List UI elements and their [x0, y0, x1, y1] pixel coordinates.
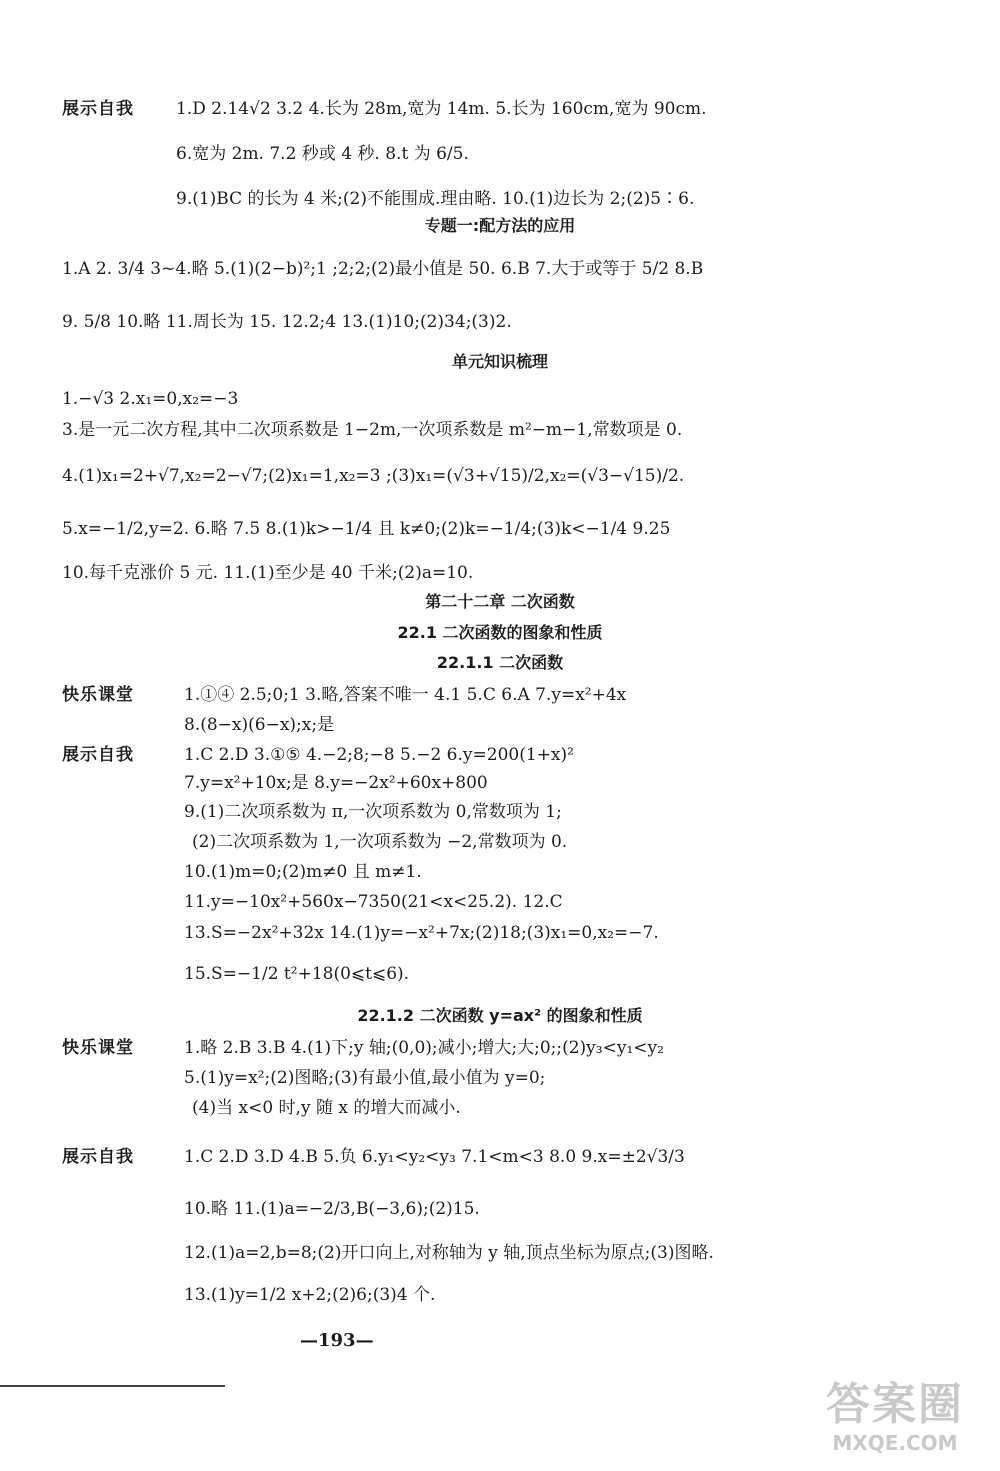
answer-line: 9.(1)BC 的长为 4 米;(2)不能围成.理由略. 10.(1)边长为 2;(2)5∶6.	[176, 189, 695, 209]
section-title: 单元知识梳理	[451, 352, 548, 371]
subsection-title: 22.1.1 二次函数	[436, 653, 564, 672]
answer-line: 10.每千克涨价 5 元. 11.(1)至少是 40 千米;(2)a=10.	[62, 563, 474, 583]
page-number: —193—	[300, 1330, 374, 1351]
answer-line: 1.C 2.D 3.D 4.B 5.负 6.y₁<y₂<y₃ 7.1<m<3 8.0 9.x=±2√3/3	[184, 1147, 685, 1167]
answer-line: 1.D 2.14√2 3.2 4.长为 28m,宽为 14m. 5.长为 160cm,宽为 90cm.	[176, 99, 707, 119]
answer-line: 9.(1)二次项系数为 π,一次项系数为 0,常数项为 1;	[184, 802, 562, 822]
answer-line: 5.(1)y=x²;(2)图略;(3)有最小值,最小值为 y=0;	[184, 1068, 546, 1088]
answer-line: 5.x=−1/2,y=2. 6.略 7.5 8.(1)k>−1/4 且 k≠0;(2)k=−1/4;(3)k<−1/4 9.25	[62, 519, 671, 539]
answer-line: 15.S=−1/2 t²+18(0⩽t⩽6).	[184, 964, 410, 984]
answer-line: 1.略 2.B 3.B 4.(1)下;y 轴;(0,0);减小;增大;大;0;;(2)y₃<y₁<y₂	[184, 1038, 664, 1058]
answer-line: (2)二次项系数为 1,一次项系数为 −2,常数项为 0.	[192, 832, 568, 852]
answer-line: 12.(1)a=2,b=8;(2)开口向上,对称轴为 y 轴,顶点坐标为原点;(3)图略.	[184, 1243, 714, 1263]
answer-line: 10.略 11.(1)a=−2/3,B(−3,6);(2)15.	[184, 1199, 480, 1219]
watermark-url: MXQE.COM	[832, 1431, 958, 1455]
answer-line: (4)当 x<0 时,y 随 x 的增大而减小.	[192, 1098, 461, 1118]
answer-line: 1.①④ 2.5;0;1 3.略,答案不唯一 4.1 5.C 6.A 7.y=x²+4x	[184, 685, 627, 705]
answer-line: 13.S=−2x²+32x 14.(1)y=−x²+7x;(2)18;(3)x₁=0,x₂=−7.	[184, 923, 659, 943]
watermark-logo	[800, 1380, 990, 1465]
subsection-title: 22.1.2 二次函数 y=ax² 的图象和性质	[357, 1006, 643, 1025]
answer-line: 10.(1)m=0;(2)m≠0 且 m≠1.	[184, 862, 422, 882]
section-label-happy-class: 快乐课堂	[62, 685, 134, 705]
answer-line: 7.y=x²+10x;是 8.y=−2x²+60x+800	[184, 773, 488, 793]
answer-line: 6.宽为 2m. 7.2 秒或 4 秒. 8.t 为 6/5.	[176, 144, 469, 164]
answer-line: 3.是一元二次方程,其中二次项系数是 1−2m,一次项系数是 m²−m−1,常数项是 0.	[62, 420, 683, 440]
watermark-text: 答案圈	[826, 1379, 964, 1430]
answer-line: 9. 5/8 10.略 11.周长为 15. 12.2;4 13.(1)10;(2)34;(3)2.	[62, 312, 512, 332]
answer-line: 1.C 2.D 3.①⑤ 4.−2;8;−8 5.−2 6.y=200(1+x)²	[184, 745, 574, 765]
section-label-show-self: 展示自我	[62, 1147, 134, 1167]
answer-line: 4.(1)x₁=2+√7,x₂=2−√7;(2)x₁=1,x₂=3 ;(3)x₁=(√3+√15)/2,x₂=(√3−√15)/2.	[62, 466, 685, 486]
footer-rule	[0, 1385, 225, 1387]
answer-line: 1.−√3 2.x₁=0,x₂=−3	[62, 389, 239, 409]
answer-line: 1.A 2. 3/4 3~4.略 5.(1)(2−b)²;1 ;2;2;(2)最小值是 50. 6.B 7.大于或等于 5/2 8.B	[62, 259, 704, 279]
section-label-show-self: 展示自我	[62, 745, 134, 765]
topic-title: 专题一:配方法的应用	[424, 216, 576, 235]
chapter-title: 第二十二章 二次函数	[425, 592, 575, 611]
answer-line: 11.y=−10x²+560x−7350(21<x<25.2). 12.C	[184, 892, 563, 912]
answer-line: 8.(8−x)(6−x);x;是	[184, 715, 335, 735]
section-title: 22.1 二次函数的图象和性质	[397, 623, 603, 642]
section-label-happy-class: 快乐课堂	[62, 1038, 134, 1058]
section-label-show-self: 展示自我	[62, 99, 134, 119]
answer-line: 13.(1)y=1/2 x+2;(2)6;(3)4 个.	[184, 1285, 436, 1305]
